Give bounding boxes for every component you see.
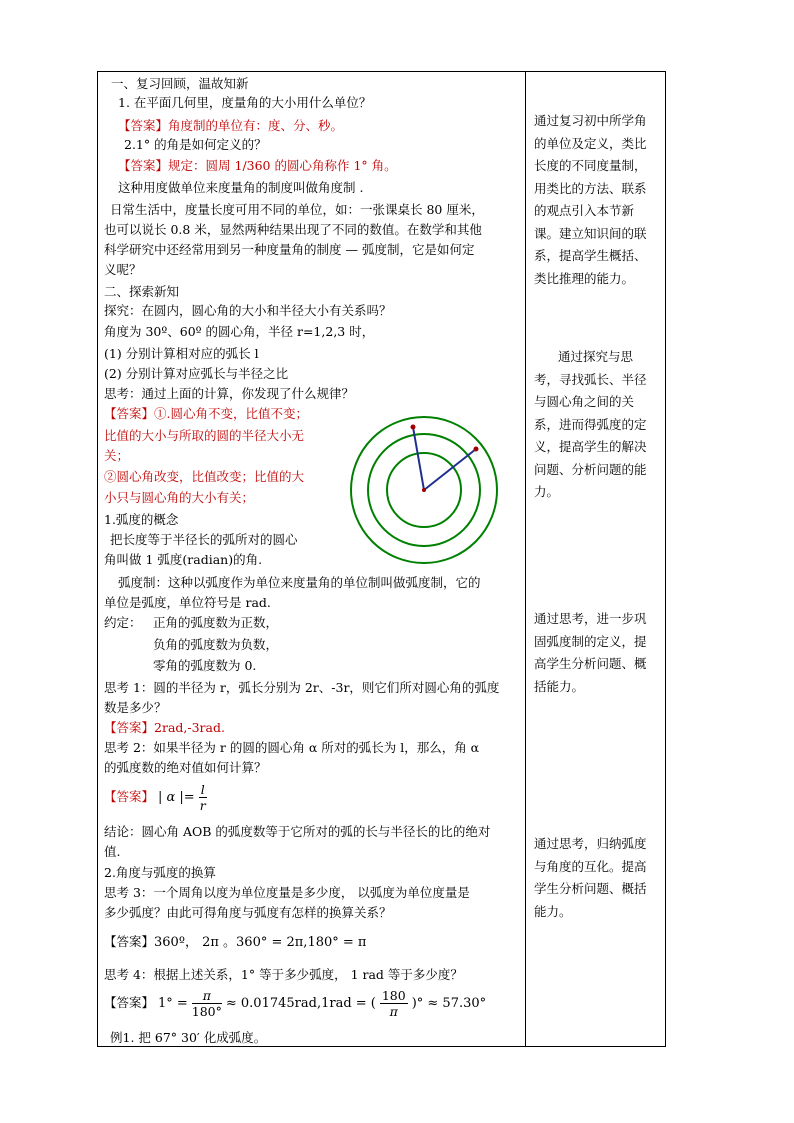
conversion-end: )° ≈ 57.30° xyxy=(411,996,487,1011)
radius-line-2 xyxy=(424,449,476,490)
fraction-denominator: 180° xyxy=(191,1004,222,1019)
answer-5 xyxy=(104,782,207,813)
answer-text: 2rad,-3rad. xyxy=(154,720,225,735)
answer-3-line: 关； xyxy=(104,448,130,463)
answer-text: 360º， 2π 。360° = 2π,180° = π xyxy=(154,935,367,950)
think-4: 思考 4：根据上述关系，1° 等于多少弧度， 1 rad 等于多少度？ xyxy=(104,967,463,982)
teaching-note-1: 通过复习初中所学角的单位及定义，类比长度的不同度量制，用类比的方法、联系的观点引入本节新课。建立知识间的联系，提高学生概括、类比推理的能力。 xyxy=(534,113,647,286)
think-3-line: 思考 3：一个周角以度为单位度量是多少度， 以弧度为单位度量是 xyxy=(104,885,470,900)
question-2: 2.1° 的角是如何定义的？ xyxy=(124,137,267,152)
radian-system-line: 单位是弧度，单位符号是 rad. xyxy=(104,595,271,610)
arc-point-1 xyxy=(411,425,416,430)
column-divider xyxy=(525,71,526,1047)
question-1: 1. 在平面几何里，度量角的大小用什么单位？ xyxy=(118,95,372,110)
teaching-note-2: 通过探究与思考，寻找弧长、半径与圆心角之间的关系，进而得弧度的定义，提高学生的解决问题、分析问题的能力。 xyxy=(534,349,647,499)
abs-alpha: | α |= xyxy=(158,790,195,805)
fraction-l-over-r xyxy=(199,782,207,813)
paragraph-line: 也可以说长 0.8 米，显然两种结果出现了不同的数值。在数学和其他 xyxy=(104,222,482,237)
answer-3-line: ②圆心角改变，比值改变；比值的大 xyxy=(104,469,305,484)
paragraph-line: 义呢？ xyxy=(104,262,142,277)
fraction-pi-over-180 xyxy=(192,988,222,1019)
answer-3-line xyxy=(104,406,308,422)
answer-text: ①.圆心角不变，比值不变； xyxy=(154,406,308,421)
fraction-180-over-pi xyxy=(380,988,408,1019)
concentric-circles-figure xyxy=(350,410,500,568)
conversion-title: 2.角度与弧度的换算 xyxy=(104,865,216,880)
paragraph-line: 日常生活中，度量长度可用不同的单位，如：一张课桌长 80 厘米， xyxy=(110,202,484,217)
conversion-middle: ≈ 0.01745rad,1rad = ( xyxy=(225,996,376,1011)
answer-tag: 【答案】 xyxy=(104,934,155,949)
example-1: 例1. 把 67° 30′ 化成弧度。 xyxy=(110,1030,267,1045)
answer-3-line: 小只与圆心角的大小有关； xyxy=(104,490,255,505)
explore-item-1: (1) 分别计算相对应的弧长 l xyxy=(104,346,259,361)
fraction-denominator: π xyxy=(389,1004,398,1019)
answer-tag: 【答案】 xyxy=(118,158,169,173)
answer-2 xyxy=(118,158,397,174)
answer-4 xyxy=(104,720,225,736)
fraction-numerator: l xyxy=(200,782,205,797)
answer-text: 角度制的单位有：度、分、秒。 xyxy=(168,118,344,133)
think-2-line: 的弧度数的绝对值如何计算？ xyxy=(104,760,267,775)
convention-rule: 负角的弧度数为负数， xyxy=(153,637,279,652)
answer-7 xyxy=(104,987,486,1020)
explore-item-2: (2) 分别计算对应弧长与半径之比 xyxy=(104,366,289,381)
concept-line: 把长度等于半径长的弧所对的圆心 xyxy=(110,532,298,547)
think-question: 思考：通过上面的计算，你发现了什么规律？ xyxy=(104,386,355,401)
fraction-numerator: 180 xyxy=(381,988,406,1003)
answer-tag: 【答案】 xyxy=(118,118,169,133)
paragraph-line: 科学研究中还经常用到另一种度量角的制度 — 弧度制，它是如何定 xyxy=(104,242,475,257)
conclusion-line: 值. xyxy=(104,844,121,859)
center-point xyxy=(422,488,426,492)
answer-tag: 【答案】 xyxy=(104,789,155,804)
degree-definition: 这种用度做单位来度量角的制度叫做角度制 . xyxy=(118,180,364,195)
think-2-line: 思考 2：如果半径为 r 的圆的圆心角 α 所对的弧长为 l，那么，角 α xyxy=(104,740,480,755)
radius-line-1 xyxy=(413,427,424,490)
answer-tag: 【答案】 xyxy=(104,406,155,421)
convention-rule: 零角的弧度数为 0. xyxy=(153,658,257,673)
concept-line: 角叫做 1 弧度(radian)的角. xyxy=(104,552,263,567)
answer-text: 规定：圆周 1/360 的圆心角称作 1° 角。 xyxy=(168,158,397,173)
explore-question: 探究：在圆内，圆心角的大小和半径大小有关系吗？ xyxy=(104,303,392,318)
section-2-title: 二、探索新知 xyxy=(104,284,180,299)
think-3-line: 多少弧度？由此可得角度与弧度有怎样的换算关系？ xyxy=(104,905,392,920)
teaching-note-4: 通过思考，归纳弧度与角度的互化。提高学生分析问题、概括能力。 xyxy=(534,836,647,919)
teaching-note-3: 通过思考，进一步巩固弧度制的定义，提高学生分析问题、概括能力。 xyxy=(534,611,647,694)
think-1-line: 数是多少？ xyxy=(104,700,167,715)
answer-1 xyxy=(118,118,343,134)
explore-setup: 角度为 30º、60º 的圆心角，半径 r=1,2,3 时， xyxy=(104,324,375,339)
answer-6 xyxy=(104,934,366,951)
convention-rule: 正角的弧度数为正数， xyxy=(153,615,279,630)
answer-tag: 【答案】 xyxy=(104,720,155,735)
one-degree: 1° = xyxy=(158,996,188,1011)
conclusion-line: 结论：圆心角 AOB 的弧度数等于它所对的弧的长与半径长的比的绝对 xyxy=(104,824,491,839)
radian-system-line: 弧度制：这种以弧度作为单位来度量角的单位制叫做弧度制，它的 xyxy=(118,575,481,590)
section-1-title: 一、复习回顾，温故知新 xyxy=(111,76,249,91)
convention-head: 约定： xyxy=(104,615,142,630)
fraction-numerator: π xyxy=(192,988,222,1004)
concept-title: 1.弧度的概念 xyxy=(104,512,179,527)
think-1-line: 思考 1：圆的半径为 r，弧长分别为 2r、-3r，则它们所对圆心角的弧度 xyxy=(104,680,500,695)
arc-point-2 xyxy=(474,447,479,452)
answer-3-line: 比值的大小与所取的圆的半径大小无 xyxy=(104,428,305,443)
fraction-denominator: r xyxy=(199,798,206,813)
answer-tag: 【答案】 xyxy=(104,995,155,1010)
